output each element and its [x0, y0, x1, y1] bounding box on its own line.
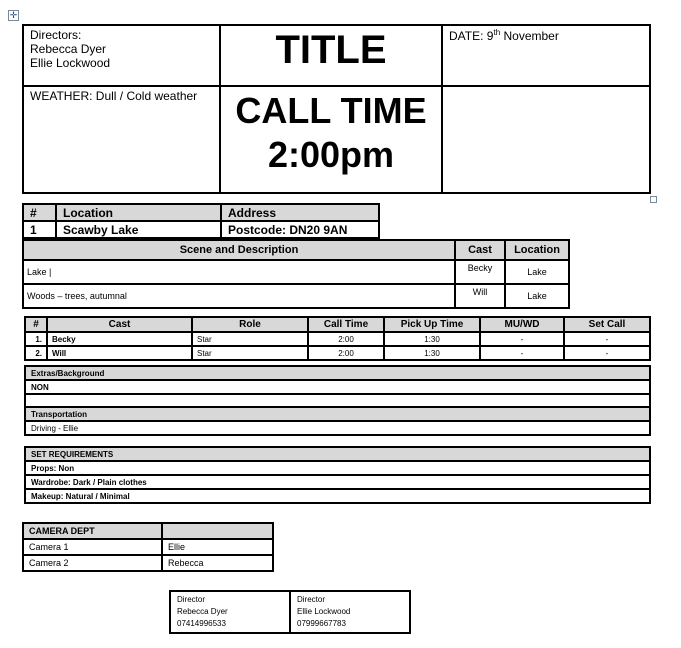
location-header-location: Location	[56, 204, 221, 221]
cast-mu-wd: -	[480, 332, 564, 346]
cast-table	[24, 316, 651, 361]
transportation-heading: Transportation	[25, 407, 650, 421]
contact-phone: 07999667783	[297, 619, 346, 628]
cast-header-pickup-time: Pick Up Time	[384, 317, 480, 332]
cast-pickup-time: 1:30	[384, 332, 480, 346]
director-2-name: Ellie Lockwood	[30, 56, 111, 70]
location-table	[22, 203, 380, 239]
location-header-address: Address	[221, 204, 379, 221]
cast-name: Will	[47, 346, 192, 360]
scene-description[interactable]: Lake |	[23, 260, 455, 284]
page-title: TITLE	[275, 28, 387, 72]
transportation-value: Driving - Ellie	[25, 421, 650, 435]
props-value: Props: Non	[25, 461, 650, 475]
contact-role: Director	[177, 595, 206, 604]
cast-header-role: Role	[192, 317, 308, 332]
cast-set-call: -	[564, 346, 650, 360]
cast-num: 1.	[25, 332, 47, 346]
scene-location: Lake	[505, 260, 569, 284]
weather-cell	[23, 86, 220, 193]
table-move-icon[interactable]: ✛	[9, 10, 18, 20]
scene-description: Woods – trees, autumnal	[23, 284, 455, 308]
scene-cast: Becky	[455, 260, 505, 284]
camera-operator: Rebecca	[162, 555, 273, 571]
call-time-cell	[220, 86, 442, 193]
cast-header-cast: Cast	[47, 317, 192, 332]
cast-header-num: #	[25, 317, 47, 332]
cast-mu-wd: -	[480, 346, 564, 360]
cast-call-time: 2:00	[308, 332, 384, 346]
contact-phone: 07414996533	[177, 619, 226, 628]
camera-dept-heading-empty	[162, 523, 273, 539]
contact-card	[290, 591, 410, 633]
contacts-table	[169, 590, 411, 634]
camera-label: Camera 1	[23, 539, 162, 555]
scene-table	[22, 239, 570, 309]
scene-cast: Will	[455, 284, 505, 308]
scene-header-description: Scene and Description	[23, 240, 455, 260]
table-resize-handle[interactable]	[650, 196, 657, 203]
call-time-label: CALL TIME	[235, 90, 427, 131]
cast-name: Becky	[47, 332, 192, 346]
header-table	[22, 24, 651, 194]
location-row-num: 1	[23, 221, 56, 238]
cast-call-time: 2:00	[308, 346, 384, 360]
date-superscript: th	[493, 28, 501, 37]
directors-cell	[23, 25, 220, 86]
date-cell	[442, 25, 650, 86]
cast-set-call: -	[564, 332, 650, 346]
contact-name: Rebecca Dyer	[177, 607, 228, 616]
makeup-value: Makeup: Natural / Minimal	[25, 489, 650, 503]
title-cell	[220, 25, 442, 86]
cast-pickup-time: 1:30	[384, 346, 480, 360]
transportation-table	[24, 406, 651, 436]
director-1-name: Rebecca Dyer	[30, 42, 107, 56]
contact-name: Ellie Lockwood	[297, 607, 351, 616]
camera-label: Camera 2	[23, 555, 162, 571]
cast-role: Star	[192, 332, 308, 346]
extras-heading: Extras/Background	[25, 366, 650, 380]
table-row	[25, 332, 650, 346]
weather-text: WEATHER: Dull / Cold weather	[30, 89, 198, 103]
extras-value: NON	[25, 380, 650, 394]
cast-header-call-time: Call Time	[308, 317, 384, 332]
camera-dept-heading: CAMERA DEPT	[23, 523, 162, 539]
contact-role: Director	[297, 595, 326, 604]
wardrobe-value: Wardrobe: Dark / Plain clothes	[25, 475, 650, 489]
set-requirements-table	[24, 446, 651, 504]
camera-operator: Ellie	[162, 539, 273, 555]
cast-num: 2.	[25, 346, 47, 360]
scene-header-cast: Cast	[455, 240, 505, 260]
directors-label: Directors:	[30, 28, 82, 42]
empty-header-cell	[442, 86, 650, 193]
set-requirements-heading: SET REQUIREMENTS	[25, 447, 650, 461]
date-suffix: November	[500, 29, 559, 43]
contact-card	[170, 591, 290, 633]
cast-header-set-call: Set Call	[564, 317, 650, 332]
table-row	[25, 346, 650, 360]
date-prefix: DATE: 9	[449, 29, 494, 43]
location-row-address: Postcode: DN20 9AN	[221, 221, 379, 238]
extras-table	[24, 365, 651, 409]
location-row-location: Scawby Lake	[56, 221, 221, 238]
call-time-value: 2:00pm	[267, 134, 395, 175]
location-header-num: #	[23, 204, 56, 221]
scene-header-location: Location	[505, 240, 569, 260]
camera-dept-table	[22, 522, 274, 572]
scene-location: Lake	[505, 284, 569, 308]
cast-header-mu-wd: MU/WD	[480, 317, 564, 332]
cast-role: Star	[192, 346, 308, 360]
